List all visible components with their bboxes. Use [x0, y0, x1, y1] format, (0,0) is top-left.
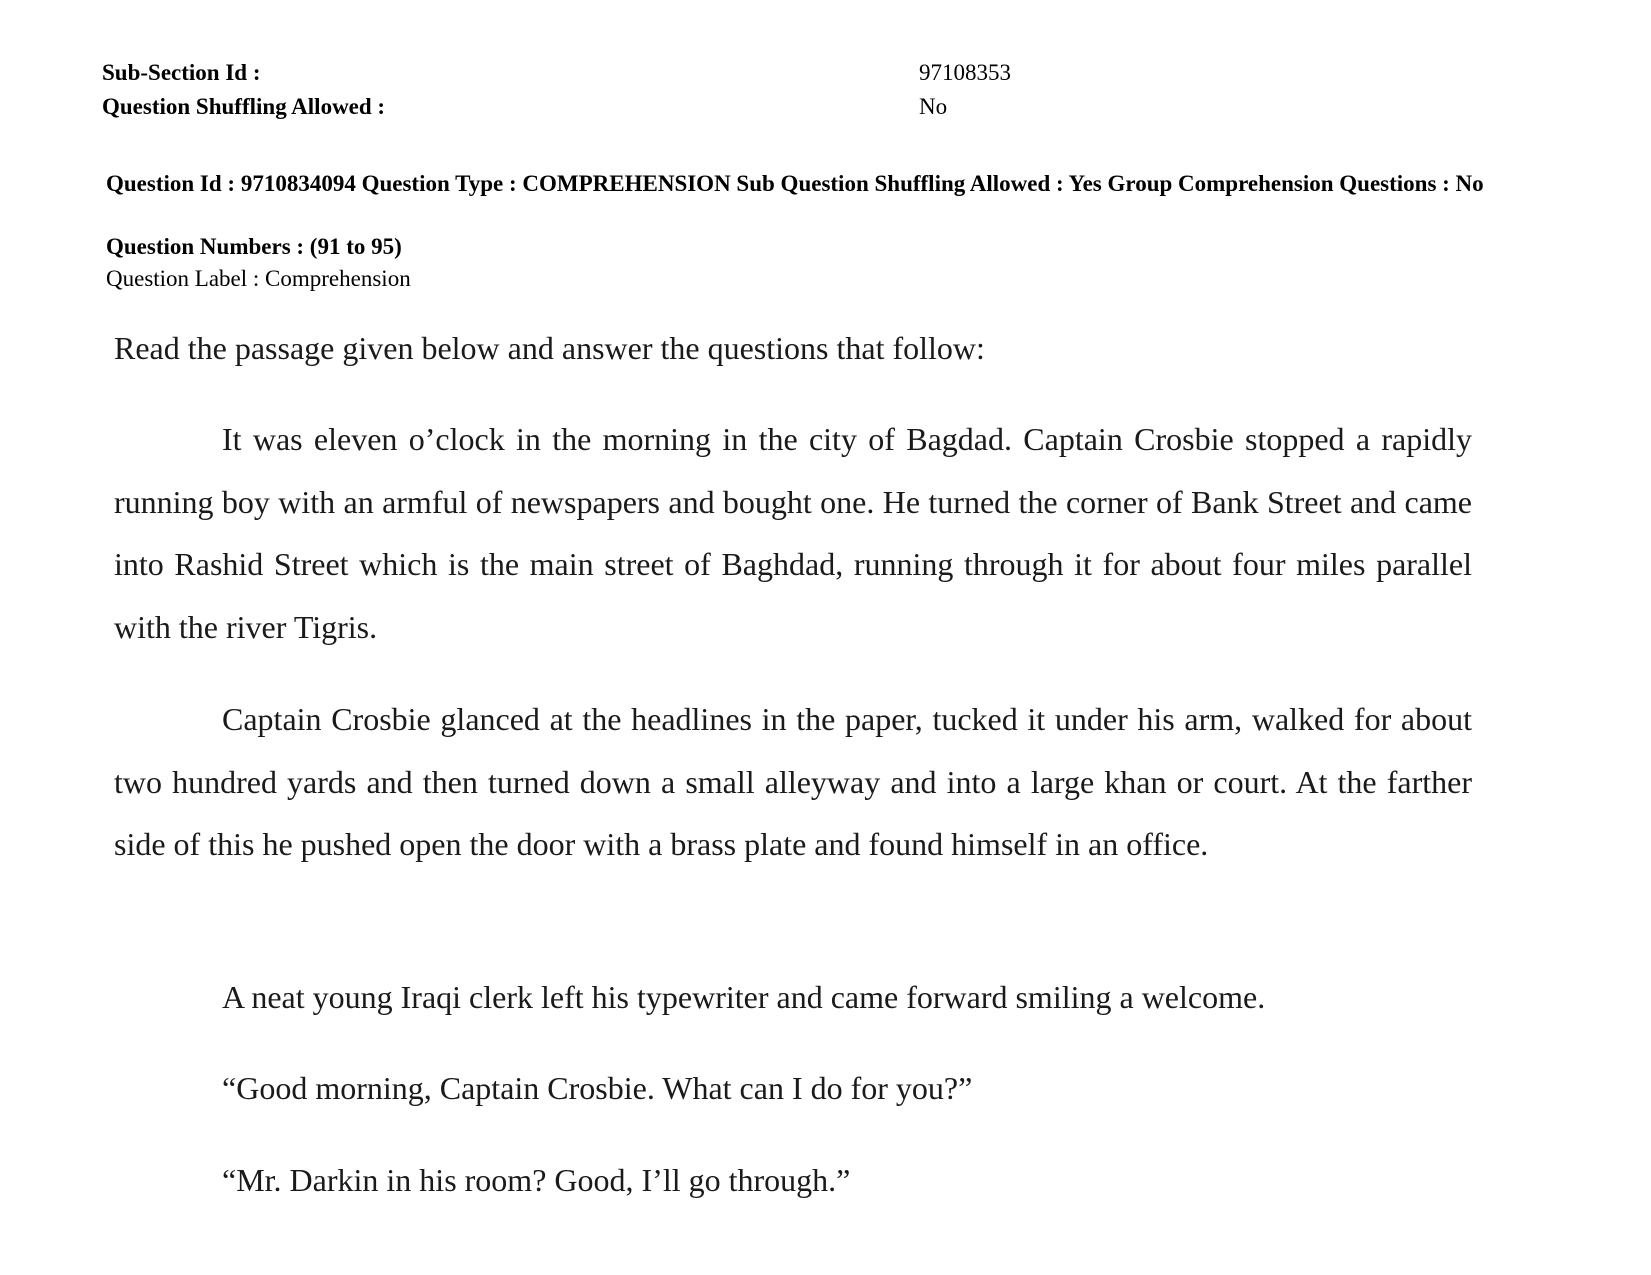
sub-section-id-value: 97108353	[919, 60, 1011, 85]
question-shuffling-label: Question Shuffling Allowed :	[102, 94, 386, 119]
question-info-line: Question Id : 9710834094 Question Type : COMPREHENSION Sub Question Shuffling Allowed : Yes Group Comprehension Questions : No	[106, 171, 1484, 196]
passage-dialogue-2: “Mr. Darkin in his room? Good, I’ll go through.”	[222, 1162, 851, 1198]
question-label: Question Label : Comprehension	[106, 266, 411, 291]
passage-paragraph-1: It was eleven o’clock in the morning in the city of Bagdad. Captain Crosbie stopped a rapidly running boy with an armful of newspapers and bought one. He turned the corner of Bank Street and came into Rashid Street which is the main street of Baghdad, running through it for about four miles parallel with the river Tigris.	[114, 421, 1472, 645]
passage-dialogue-1: “Good morning, Captain Crosbie. What can I do for you?”	[222, 1070, 973, 1106]
passage-paragraph-2: Captain Crosbie glanced at the headlines in the paper, tucked it under his arm, walked for about two hundred yards and then turned down a small alleyway and into a large khan or court. At the farther side of this he pushed open the door with a brass plate and found himself in an office.	[114, 701, 1472, 862]
question-numbers: Question Numbers : (91 to 95)	[106, 234, 402, 259]
sub-section-id-label: Sub-Section Id :	[102, 60, 261, 85]
passage-paragraph-3: A neat young Iraqi clerk left his typewriter and came forward smiling a welcome.	[222, 979, 1266, 1015]
passage-intro: Read the passage given below and answer the questions that follow:	[114, 330, 985, 366]
question-shuffling-value: No	[919, 94, 948, 119]
